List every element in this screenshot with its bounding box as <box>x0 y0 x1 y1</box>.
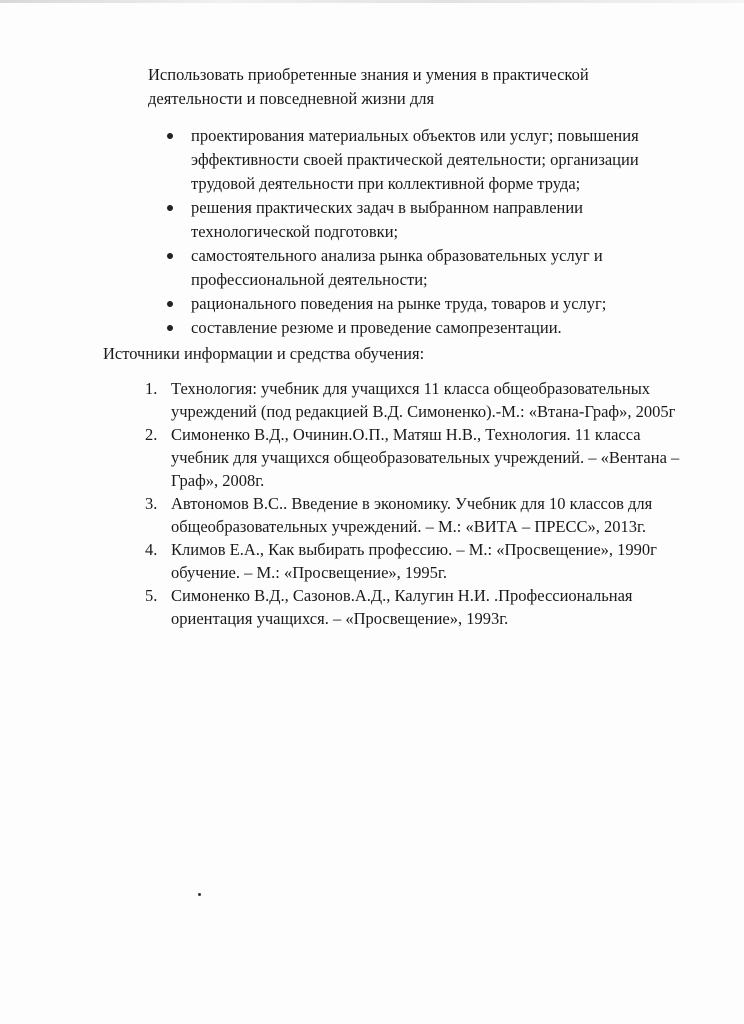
intro-paragraph: Использовать приобретенные знания и умения в практической деятельности и повседневной жизни для <box>148 65 589 108</box>
bullet-dot-icon <box>167 205 173 211</box>
bullet-text: самостоятельного анализа рынка образовательных услуг и профессиональной деятельности; <box>191 246 603 289</box>
scan-edge <box>0 0 744 3</box>
bullet-dot-icon <box>167 253 173 259</box>
bullet-item <box>162 124 682 196</box>
source-item <box>145 423 685 492</box>
source-item <box>145 538 685 584</box>
skills-bullet-list <box>162 124 682 340</box>
source-number: 5. <box>145 586 158 605</box>
source-text: Симоненко В.Д., Очинин.О.П., Матяш Н.В., Технология. 11 класса учебник для учащихся общеобразовательных учреждений. – «Вентана – Граф», 2008г. <box>171 425 680 490</box>
source-number: 2. <box>145 425 158 444</box>
source-number: 3. <box>145 494 158 513</box>
source-text: Симоненко В.Д., Сазонов.А.Д., Калугин Н.И. .Профессиональная ориентация учащихся. – «Просвещение», 1993г. <box>171 586 633 628</box>
source-text: Автономов В.С.. Введение в экономику. Учебник для 10 классов для общеобразовательных учреждений. – М.: «ВИТА – ПРЕСС», 2013г. <box>171 494 653 536</box>
source-item <box>145 492 685 538</box>
sources-heading: Источники информации и средства обучения: <box>103 344 425 363</box>
source-text: Климов Е.А., Как выбирать профессию. – М.: «Просвещение», 1990г обучение. – М.: «Просвещение», 1995г. <box>171 540 657 582</box>
source-item <box>145 584 685 630</box>
bullet-text: составление резюме и проведение самопрезентации. <box>191 318 562 337</box>
bullet-item <box>162 196 682 244</box>
bullet-text: проектирования материальных объектов или услуг; повышения эффективности своей практической деятельности; организации трудовой деятельности при коллективной форме труда; <box>191 126 639 193</box>
bullet-dot-icon <box>167 325 173 331</box>
bullet-item <box>162 292 682 316</box>
source-number: 4. <box>145 540 158 559</box>
bullet-text: рационального поведения на рынке труда, товаров и услуг; <box>191 294 607 313</box>
bullet-text: решения практических задач в выбранном направлении технологической подготовки; <box>191 198 584 241</box>
source-text: Технология: учебник для учащихся 11 класса общеобразовательных учреждений (под редакцией В.Д. Симоненко).-М.: «Втана-Граф», 2005г <box>171 379 676 421</box>
bullet-dot-icon <box>167 133 173 139</box>
sources-list <box>145 377 685 630</box>
bullet-item <box>162 244 682 292</box>
source-number: 1. <box>145 379 158 398</box>
bullet-dot-icon <box>167 301 173 307</box>
bullet-item <box>162 316 682 340</box>
source-item <box>145 377 685 423</box>
scan-speck <box>198 893 201 896</box>
